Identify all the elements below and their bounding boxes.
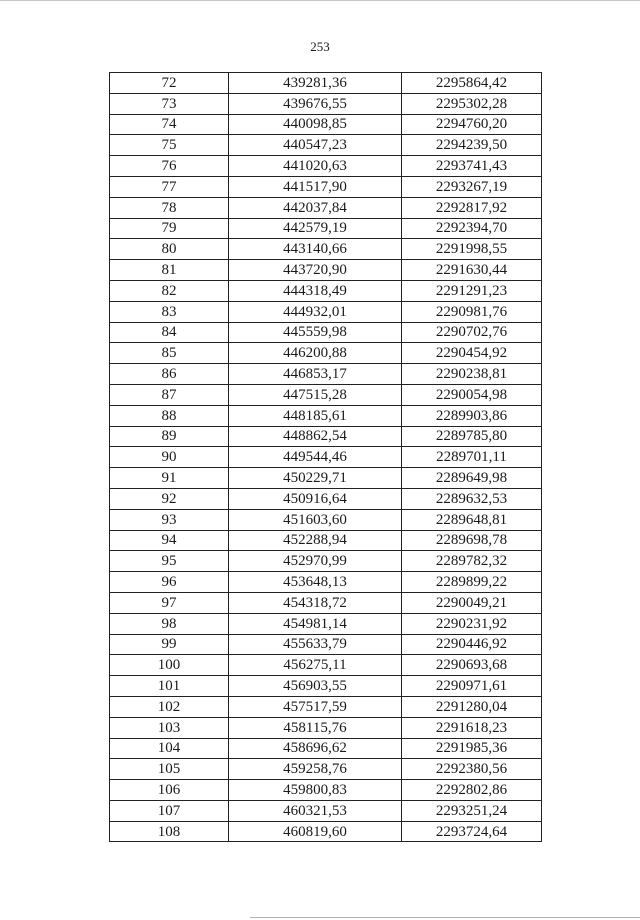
y-coordinate-cell: 2289785,80 bbox=[402, 426, 542, 447]
table-row bbox=[110, 156, 542, 177]
y-coordinate-cell: 2293724,64 bbox=[402, 821, 542, 842]
table-row bbox=[110, 488, 542, 509]
point-number-cell: 78 bbox=[110, 197, 229, 218]
point-number-cell: 92 bbox=[110, 488, 229, 509]
y-coordinate-cell: 2290971,61 bbox=[402, 676, 542, 697]
table-row bbox=[110, 384, 542, 405]
table-row bbox=[110, 73, 542, 94]
x-coordinate-cell: 456903,55 bbox=[229, 676, 402, 697]
table-row bbox=[110, 301, 542, 322]
x-coordinate-cell: 450916,64 bbox=[229, 488, 402, 509]
table-row bbox=[110, 343, 542, 364]
point-number-cell: 97 bbox=[110, 592, 229, 613]
x-coordinate-cell: 458696,62 bbox=[229, 738, 402, 759]
point-number-cell: 79 bbox=[110, 218, 229, 239]
x-coordinate-cell: 443720,90 bbox=[229, 260, 402, 281]
x-coordinate-cell: 448862,54 bbox=[229, 426, 402, 447]
point-number-cell: 99 bbox=[110, 634, 229, 655]
point-number-cell: 101 bbox=[110, 676, 229, 697]
x-coordinate-cell: 457517,59 bbox=[229, 696, 402, 717]
point-number-cell: 91 bbox=[110, 468, 229, 489]
table-row bbox=[110, 676, 542, 697]
table-row bbox=[110, 322, 542, 343]
coordinates-table-body bbox=[110, 73, 542, 842]
point-number-cell: 86 bbox=[110, 364, 229, 385]
x-coordinate-cell: 444932,01 bbox=[229, 301, 402, 322]
point-number-cell: 73 bbox=[110, 93, 229, 114]
x-coordinate-cell: 458115,76 bbox=[229, 717, 402, 738]
x-coordinate-cell: 452970,99 bbox=[229, 551, 402, 572]
y-coordinate-cell: 2289899,22 bbox=[402, 572, 542, 593]
point-number-cell: 98 bbox=[110, 613, 229, 634]
point-number-cell: 72 bbox=[110, 73, 229, 94]
x-coordinate-cell: 439676,55 bbox=[229, 93, 402, 114]
point-number-cell: 81 bbox=[110, 260, 229, 281]
x-coordinate-cell: 451603,60 bbox=[229, 509, 402, 530]
table-row bbox=[110, 218, 542, 239]
y-coordinate-cell: 2290446,92 bbox=[402, 634, 542, 655]
table-row bbox=[110, 800, 542, 821]
table-row bbox=[110, 280, 542, 301]
y-coordinate-cell: 2290049,21 bbox=[402, 592, 542, 613]
x-coordinate-cell: 440547,23 bbox=[229, 135, 402, 156]
x-coordinate-cell: 442579,19 bbox=[229, 218, 402, 239]
table-row bbox=[110, 551, 542, 572]
point-number-cell: 74 bbox=[110, 114, 229, 135]
point-number-cell: 105 bbox=[110, 759, 229, 780]
y-coordinate-cell: 2292802,86 bbox=[402, 780, 542, 801]
x-coordinate-cell: 445559,98 bbox=[229, 322, 402, 343]
point-number-cell: 93 bbox=[110, 509, 229, 530]
point-number-cell: 103 bbox=[110, 717, 229, 738]
point-number-cell: 87 bbox=[110, 384, 229, 405]
point-number-cell: 100 bbox=[110, 655, 229, 676]
x-coordinate-cell: 444318,49 bbox=[229, 280, 402, 301]
table-row bbox=[110, 738, 542, 759]
table-row bbox=[110, 780, 542, 801]
x-coordinate-cell: 453648,13 bbox=[229, 572, 402, 593]
table-row bbox=[110, 426, 542, 447]
y-coordinate-cell: 2289903,86 bbox=[402, 405, 542, 426]
table-row bbox=[110, 468, 542, 489]
y-coordinate-cell: 2289701,11 bbox=[402, 447, 542, 468]
table-row bbox=[110, 821, 542, 842]
point-number-cell: 83 bbox=[110, 301, 229, 322]
x-coordinate-cell: 443140,66 bbox=[229, 239, 402, 260]
point-number-cell: 88 bbox=[110, 405, 229, 426]
point-number-cell: 102 bbox=[110, 696, 229, 717]
x-coordinate-cell: 439281,36 bbox=[229, 73, 402, 94]
point-number-cell: 95 bbox=[110, 551, 229, 572]
table-row bbox=[110, 592, 542, 613]
table-row bbox=[110, 364, 542, 385]
page-number: 253 bbox=[310, 39, 330, 54]
point-number-cell: 108 bbox=[110, 821, 229, 842]
x-coordinate-cell: 442037,84 bbox=[229, 197, 402, 218]
point-number-cell: 106 bbox=[110, 780, 229, 801]
y-coordinate-cell: 2290702,76 bbox=[402, 322, 542, 343]
y-coordinate-cell: 2289649,98 bbox=[402, 468, 542, 489]
point-number-cell: 89 bbox=[110, 426, 229, 447]
x-coordinate-cell: 454318,72 bbox=[229, 592, 402, 613]
point-number-cell: 96 bbox=[110, 572, 229, 593]
y-coordinate-cell: 2290981,76 bbox=[402, 301, 542, 322]
x-coordinate-cell: 440098,85 bbox=[229, 114, 402, 135]
coordinates-table bbox=[109, 72, 542, 842]
x-coordinate-cell: 447515,28 bbox=[229, 384, 402, 405]
y-coordinate-cell: 2289698,78 bbox=[402, 530, 542, 551]
table-row bbox=[110, 696, 542, 717]
y-coordinate-cell: 2294239,50 bbox=[402, 135, 542, 156]
y-coordinate-cell: 2293251,24 bbox=[402, 800, 542, 821]
x-coordinate-cell: 454981,14 bbox=[229, 613, 402, 634]
table-row bbox=[110, 613, 542, 634]
table-row bbox=[110, 447, 542, 468]
y-coordinate-cell: 2292817,92 bbox=[402, 197, 542, 218]
table-row bbox=[110, 260, 542, 281]
point-number-cell: 75 bbox=[110, 135, 229, 156]
x-coordinate-cell: 446853,17 bbox=[229, 364, 402, 385]
y-coordinate-cell: 2291618,23 bbox=[402, 717, 542, 738]
x-coordinate-cell: 446200,88 bbox=[229, 343, 402, 364]
x-coordinate-cell: 452288,94 bbox=[229, 530, 402, 551]
y-coordinate-cell: 2289782,32 bbox=[402, 551, 542, 572]
y-coordinate-cell: 2291291,23 bbox=[402, 280, 542, 301]
x-coordinate-cell: 459800,83 bbox=[229, 780, 402, 801]
table-row bbox=[110, 717, 542, 738]
y-coordinate-cell: 2290693,68 bbox=[402, 655, 542, 676]
point-number-cell: 84 bbox=[110, 322, 229, 343]
table-row bbox=[110, 759, 542, 780]
table-row bbox=[110, 634, 542, 655]
scan-edge-bottom bbox=[250, 917, 640, 918]
x-coordinate-cell: 460819,60 bbox=[229, 821, 402, 842]
y-coordinate-cell: 2291630,44 bbox=[402, 260, 542, 281]
y-coordinate-cell: 2292394,70 bbox=[402, 218, 542, 239]
y-coordinate-cell: 2290238,81 bbox=[402, 364, 542, 385]
y-coordinate-cell: 2290054,98 bbox=[402, 384, 542, 405]
y-coordinate-cell: 2295864,42 bbox=[402, 73, 542, 94]
y-coordinate-cell: 2289648,81 bbox=[402, 509, 542, 530]
y-coordinate-cell: 2293267,19 bbox=[402, 176, 542, 197]
table-row bbox=[110, 655, 542, 676]
y-coordinate-cell: 2291998,55 bbox=[402, 239, 542, 260]
point-number-cell: 82 bbox=[110, 280, 229, 301]
y-coordinate-cell: 2290231,92 bbox=[402, 613, 542, 634]
point-number-cell: 94 bbox=[110, 530, 229, 551]
table-row bbox=[110, 405, 542, 426]
table-row bbox=[110, 530, 542, 551]
x-coordinate-cell: 449544,46 bbox=[229, 447, 402, 468]
point-number-cell: 104 bbox=[110, 738, 229, 759]
table-row bbox=[110, 197, 542, 218]
y-coordinate-cell: 2292380,56 bbox=[402, 759, 542, 780]
table-row bbox=[110, 572, 542, 593]
table-row bbox=[110, 176, 542, 197]
table-row bbox=[110, 114, 542, 135]
x-coordinate-cell: 441020,63 bbox=[229, 156, 402, 177]
x-coordinate-cell: 459258,76 bbox=[229, 759, 402, 780]
point-number-cell: 107 bbox=[110, 800, 229, 821]
y-coordinate-cell: 2289632,53 bbox=[402, 488, 542, 509]
x-coordinate-cell: 450229,71 bbox=[229, 468, 402, 489]
point-number-cell: 85 bbox=[110, 343, 229, 364]
y-coordinate-cell: 2295302,28 bbox=[402, 93, 542, 114]
y-coordinate-cell: 2290454,92 bbox=[402, 343, 542, 364]
x-coordinate-cell: 455633,79 bbox=[229, 634, 402, 655]
point-number-cell: 77 bbox=[110, 176, 229, 197]
point-number-cell: 90 bbox=[110, 447, 229, 468]
scan-edge-top bbox=[0, 0, 640, 1]
x-coordinate-cell: 460321,53 bbox=[229, 800, 402, 821]
y-coordinate-cell: 2294760,20 bbox=[402, 114, 542, 135]
x-coordinate-cell: 441517,90 bbox=[229, 176, 402, 197]
table-row bbox=[110, 239, 542, 260]
y-coordinate-cell: 2291985,36 bbox=[402, 738, 542, 759]
y-coordinate-cell: 2293741,43 bbox=[402, 156, 542, 177]
table-row bbox=[110, 509, 542, 530]
x-coordinate-cell: 448185,61 bbox=[229, 405, 402, 426]
x-coordinate-cell: 456275,11 bbox=[229, 655, 402, 676]
table-row bbox=[110, 135, 542, 156]
y-coordinate-cell: 2291280,04 bbox=[402, 696, 542, 717]
point-number-cell: 76 bbox=[110, 156, 229, 177]
table-row bbox=[110, 93, 542, 114]
point-number-cell: 80 bbox=[110, 239, 229, 260]
